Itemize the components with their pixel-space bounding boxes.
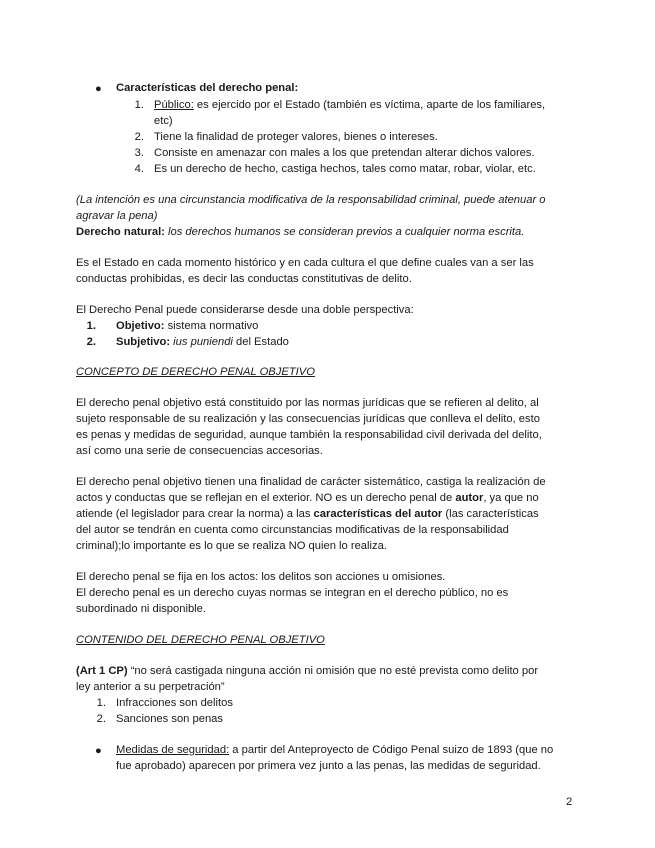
purpose-line-4: del autor se tendrán en cuenta como circunstancias modificativas de la responsabilidad bbox=[76, 524, 509, 536]
bullet-icon: ● bbox=[95, 745, 102, 757]
list-number: 2. bbox=[96, 713, 106, 725]
content-heading: CONTENIDO DEL DERECHO PENAL OBJETIVO bbox=[76, 634, 325, 646]
list-number: 2. bbox=[134, 131, 144, 143]
perspective-subjective bbox=[116, 334, 289, 350]
purpose-line-1: El derecho penal objetivo tienen una finalidad de carácter sistemático, castiga la realización de bbox=[76, 476, 546, 488]
state-paragraph-line-2: conductas prohibidas, es decir las conductas constitutivas de delito. bbox=[76, 273, 412, 285]
art1-label: (Art 1 CP) bbox=[76, 665, 128, 677]
natural-law-label: Derecho natural: bbox=[76, 226, 165, 238]
author-features-bold: características del autor bbox=[313, 508, 443, 520]
public-text: es ejercido por el Estado (también es víctima, aparte de los familiares, bbox=[193, 99, 546, 111]
concept-line-3: es penas y medidas de seguridad, aunque también la responsabilidad civil derivada del delito, bbox=[76, 429, 542, 441]
purpose-line-2 bbox=[76, 490, 539, 506]
author-bold: autor bbox=[455, 492, 484, 504]
acts-line-3: subordinado ni disponible. bbox=[76, 603, 206, 615]
features-item-1 bbox=[154, 97, 545, 113]
intent-note-line-2: agravar la pena) bbox=[76, 210, 158, 222]
purpose-line-2a: actos y conductas que se reflejan en el exterior. NO es un derecho penal de bbox=[76, 492, 456, 504]
subjective-italic: ius puniendi bbox=[170, 336, 233, 348]
art1-line bbox=[76, 663, 538, 679]
subjective-rest: del Estado bbox=[232, 336, 289, 348]
purpose-line-5: criminal);lo importante es lo que se realiza NO quien lo realiza. bbox=[76, 540, 387, 552]
objective-label: Objetivo: bbox=[116, 320, 165, 332]
perspective-objective bbox=[116, 318, 258, 334]
public-label: Público: bbox=[154, 99, 194, 111]
list-number: 1. bbox=[86, 320, 96, 332]
purpose-line-3c: (las características bbox=[442, 508, 539, 520]
page-number: 2 bbox=[566, 796, 573, 808]
intent-note-line-1: (La intención es una circunstancia modificativa de la responsabilidad criminal, puede atenuar o bbox=[76, 194, 546, 206]
list-number: 3. bbox=[134, 147, 144, 159]
acts-line-1: El derecho penal se fija en los actos: los delitos son acciones u omisiones. bbox=[76, 571, 446, 583]
measures-line bbox=[116, 742, 553, 758]
concept-line-4: así como una serie de consecuencias accesorias. bbox=[76, 445, 323, 457]
measures-label: Medidas de seguridad: bbox=[116, 744, 230, 756]
state-paragraph-line-1: Es el Estado en cada momento histórico y en cada cultura el que define cuales van a ser las bbox=[76, 257, 534, 269]
bullet-icon: ● bbox=[95, 83, 102, 95]
concept-heading: CONCEPTO DE DERECHO PENAL OBJETIVO bbox=[76, 366, 315, 378]
purpose-line-2c: , ya que no bbox=[483, 492, 539, 504]
purpose-line-3a: atiende (el legislador para crear la norma) a las bbox=[76, 508, 314, 520]
natural-law-text: los derechos humanos se consideran previos a cualquier norma escrita. bbox=[164, 226, 525, 238]
purpose-line-3 bbox=[76, 506, 539, 522]
list-number: 4. bbox=[134, 163, 144, 175]
objective-text: sistema normativo bbox=[164, 320, 259, 332]
perspective-intro: El Derecho Penal puede considerarse desde una doble perspectiva: bbox=[76, 304, 414, 316]
list-number: 1. bbox=[96, 697, 106, 709]
acts-line-2: El derecho penal es un derecho cuyas normas se integran en el derecho público, no es bbox=[76, 587, 509, 599]
features-item-3: Consiste en amenazar con males a los que pretendan alterar dichos valores. bbox=[154, 147, 535, 159]
concept-line-2: sujeto responsable de su realización y las consecuencias jurídicas que conlleva el delito, esto bbox=[76, 413, 540, 425]
subjective-label: Subjetivo: bbox=[116, 336, 171, 348]
features-item-1-cont: etc) bbox=[154, 115, 173, 127]
natural-law-line bbox=[76, 224, 524, 240]
features-heading: Características del derecho penal: bbox=[116, 82, 299, 94]
list-number: 2. bbox=[86, 336, 96, 348]
art1-item-1: Infracciones son delitos bbox=[116, 697, 233, 709]
art1-cont: ley anterior a su perpetración” bbox=[76, 681, 225, 693]
measures-cont: fue aprobado) aparecen por primera vez junto a las penas, las medidas de seguridad. bbox=[116, 760, 541, 772]
features-item-2: Tiene la finalidad de proteger valores, bienes o intereses. bbox=[154, 131, 438, 143]
concept-line-1: El derecho penal objetivo está constituido por las normas jurídicas que se refieren al delito, al bbox=[76, 397, 539, 409]
features-item-4: Es un derecho de hecho, castiga hechos, tales como matar, robar, violar, etc. bbox=[154, 163, 536, 175]
measures-text: a partir del Anteproyecto de Código Penal suizo de 1893 (que no bbox=[229, 744, 554, 756]
art1-text: “no será castigada ninguna acción ni omisión que no esté prevista como delito por bbox=[127, 665, 539, 677]
list-number: 1. bbox=[134, 99, 144, 111]
art1-item-2: Sanciones son penas bbox=[116, 713, 223, 725]
